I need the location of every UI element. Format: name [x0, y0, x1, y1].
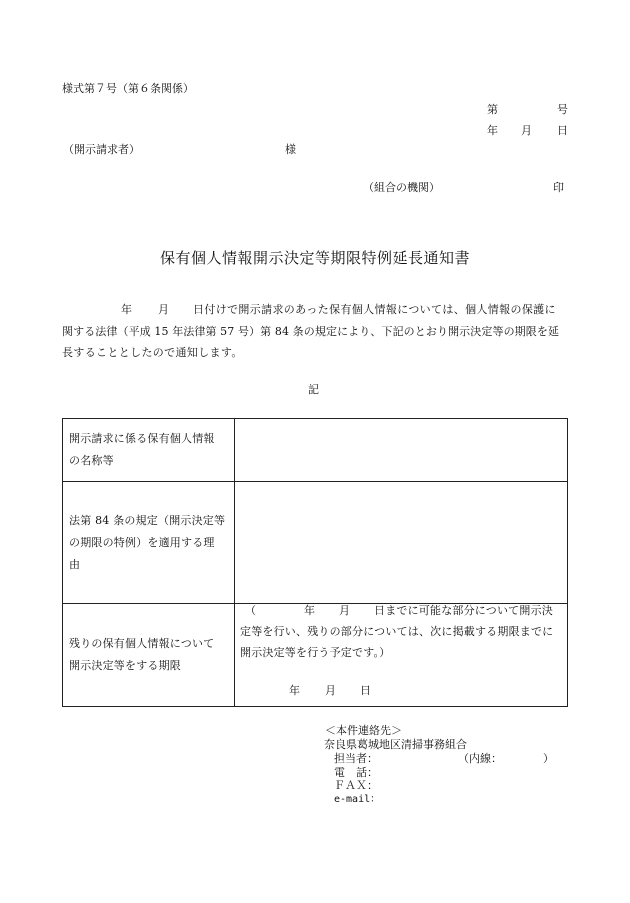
label-reason-line1: 法第 84 条の規定（開示決定等 [69, 513, 226, 527]
label-deadline [63, 604, 235, 707]
label-info-name-line1: 開示請求に係る保有個人情報 [69, 432, 215, 445]
deadline-date-month: 月 [325, 684, 337, 697]
deadline-open-paren: （ [245, 604, 257, 617]
table-row-info-name [63, 419, 568, 482]
contact-heading: ＜本件連絡先＞ [325, 724, 402, 737]
date-day: 日 [557, 124, 568, 137]
deadline-month: 月 [339, 604, 351, 617]
label-reason [63, 482, 235, 604]
label-deadline-line1: 残りの保有個人情報について [69, 637, 215, 650]
date-month: 月 [521, 124, 532, 137]
seal-mark: 印 [553, 181, 564, 194]
table-row-reason [63, 482, 568, 604]
form-number: 様式第７号（第６条関係） [62, 82, 194, 95]
contact-email-label: e-mail： [334, 794, 381, 805]
deadline-date-year: 年 [289, 684, 301, 697]
deadline-cell [235, 604, 568, 707]
doc-number-prefix: 第 [487, 103, 498, 116]
recipient-label: （開示請求者） [63, 143, 140, 156]
deadline-year: 年 [304, 604, 316, 617]
label-deadline-line2: 開示決定等をする期限 [69, 659, 181, 672]
deadline-line3: 開示決定等を行う予定です。） [240, 646, 391, 659]
deadline-line1: 日までに可能な部分について開示決 [374, 604, 553, 617]
label-info-name [63, 419, 235, 482]
body-line1-year: 年 [121, 303, 133, 316]
body-line2: 関する法律（平成 15 年法律第 57 号）第 84 条の規定により、下記のとおり開示決定等の期限を延 [62, 325, 560, 338]
extension-table [62, 418, 568, 707]
body-line1-month: 月 [158, 303, 170, 316]
label-reason-line2: の期限の特例）を適用する理 [69, 535, 215, 549]
document-title: 保有個人情報開示決定等期限特例延長通知書 [160, 249, 471, 267]
issuer-label: （組合の機関） [363, 181, 440, 194]
contact-extension-close: ） [543, 752, 554, 765]
deadline-date-day: 日 [360, 684, 372, 697]
contact-person-label: 担当者： [334, 752, 378, 765]
contact-extension-label: （内線： [458, 752, 502, 765]
recipient-honorific: 様 [285, 143, 296, 156]
ki-mark: 記 [308, 383, 319, 396]
doc-number-suffix: 号 [557, 103, 568, 116]
contact-organization: 奈良県葛城地区清掃事務組合 [324, 738, 467, 751]
deadline-line2: 定等を行い、残りの部分については、次に掲載する期限までに [240, 625, 554, 638]
label-reason-line3: 由 [69, 557, 81, 571]
contact-fax-label: ＦＡＸ： [334, 779, 378, 792]
reason-cell [235, 482, 568, 604]
info-name-cell [235, 419, 568, 482]
body-line3: 長することとしたので通知します。 [62, 346, 243, 359]
body-line1: 日付けで開示請求のあった保有個人情報については、個人情報の保護に [193, 303, 556, 316]
table-row-deadline [63, 604, 568, 707]
contact-phone-label: 電 話： [334, 766, 378, 779]
label-info-name-line2: の名称等 [69, 454, 114, 467]
date-year: 年 [487, 124, 498, 137]
